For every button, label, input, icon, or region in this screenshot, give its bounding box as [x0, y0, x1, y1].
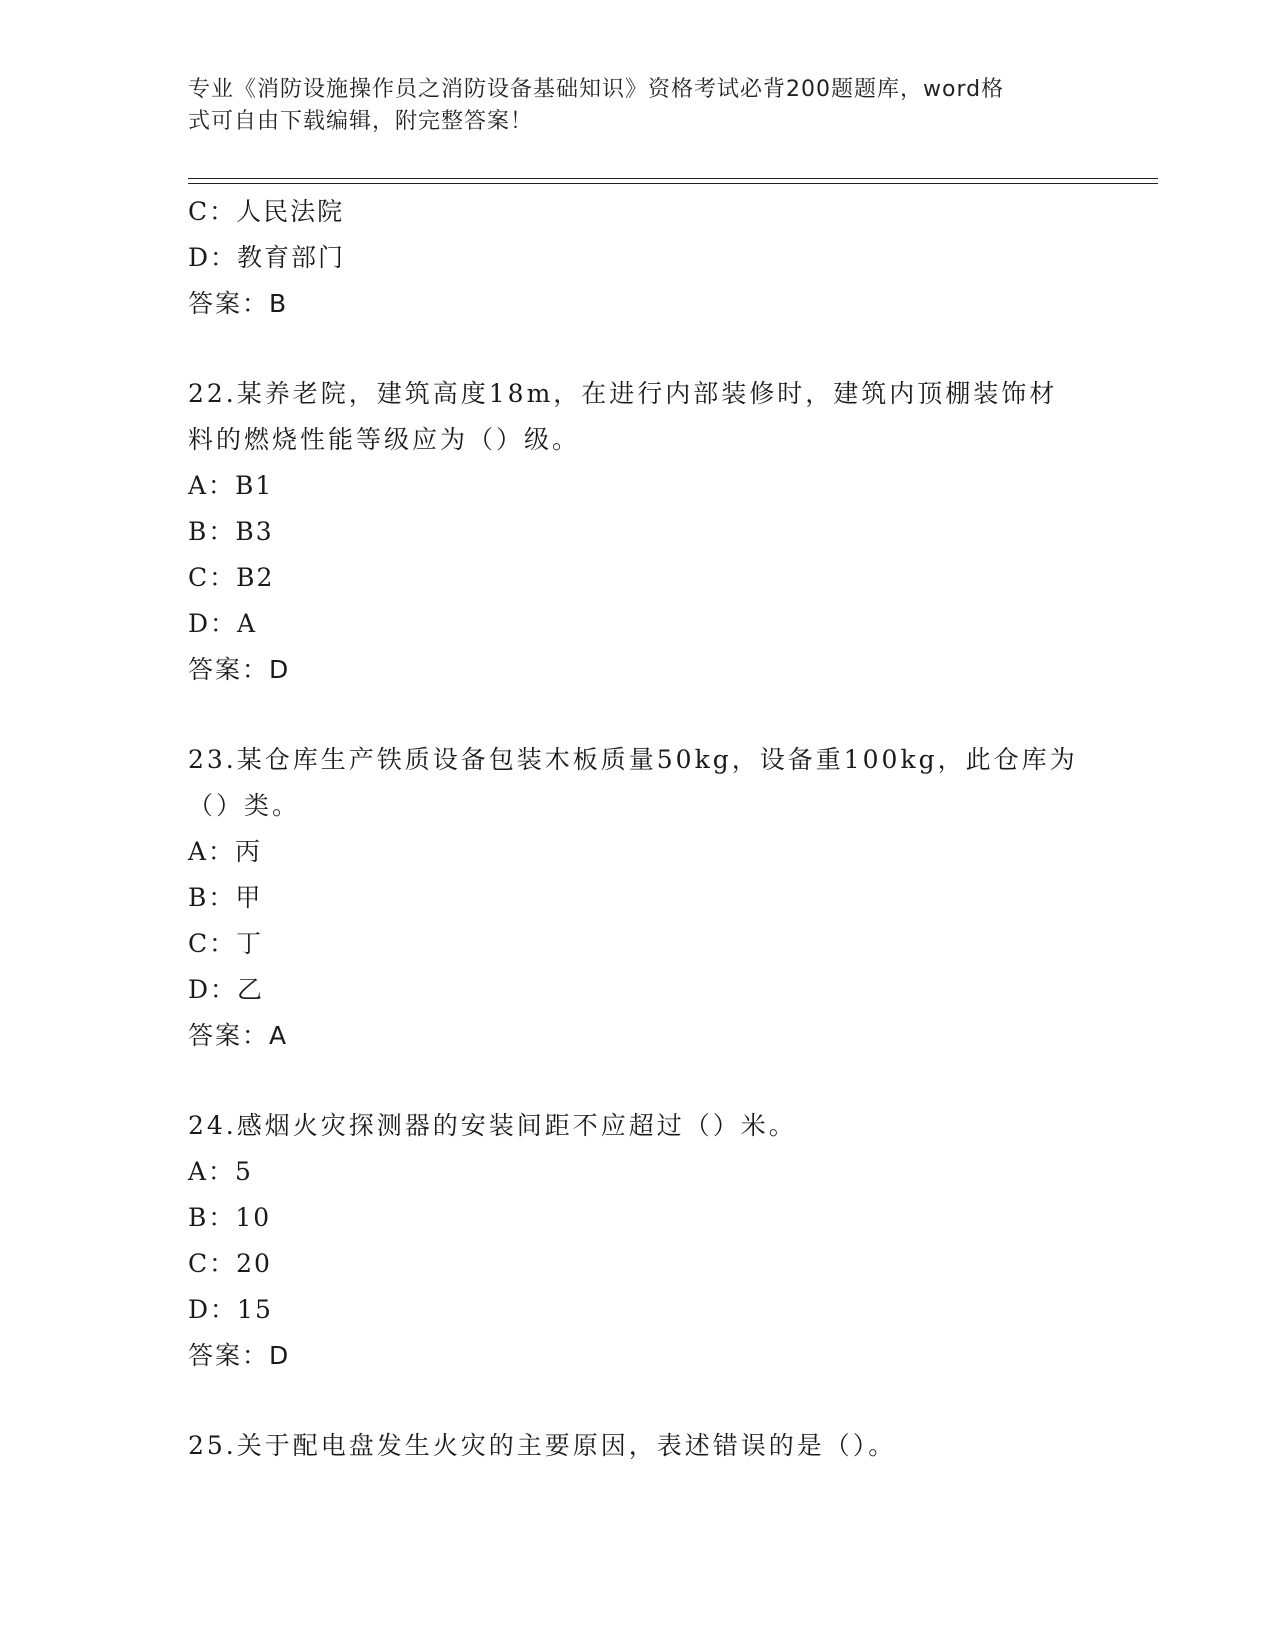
- question-stem-line1: 22.某养老院，建筑高度18m，在进行内部装修时，建筑内顶棚装饰材: [188, 379, 1058, 408]
- spacer: [188, 693, 1088, 737]
- header-title-line2: 式可自由下载编辑，附完整答案！: [188, 109, 534, 134]
- spacer: [188, 1059, 1088, 1103]
- option-b: B：B3: [188, 517, 274, 546]
- answer-line: 答案：A: [188, 1021, 289, 1050]
- option-a: A：丙: [188, 837, 263, 866]
- question-block-23: [188, 737, 1088, 1059]
- question-stem-line2: （）类。: [188, 791, 301, 820]
- option-a: A：5: [188, 1157, 253, 1186]
- header-divider-top: [188, 178, 1158, 179]
- question-block-22: [188, 371, 1088, 693]
- option-c: C：人民法院: [188, 197, 345, 226]
- option-d: D：A: [188, 609, 258, 638]
- question-stem-line1: 24.感烟火灾探测器的安装间距不应超过（）米。: [188, 1111, 797, 1140]
- option-d: D：教育部门: [188, 243, 346, 272]
- option-a: A：B1: [188, 471, 274, 500]
- header-divider-bottom: [188, 183, 1158, 184]
- question-stem-line1: 25.关于配电盘发生火灾的主要原因，表述错误的是（）。: [188, 1431, 897, 1460]
- option-b: B：甲: [188, 883, 263, 912]
- question-stem-line2: 料的燃烧性能等级应为（）级。: [188, 425, 581, 454]
- spacer: [188, 1379, 1088, 1423]
- option-d: D：15: [188, 1295, 273, 1324]
- question-stem-line1: 23.某仓库生产铁质设备包装木板质量50kg，设备重100kg，此仓库为: [188, 745, 1078, 774]
- option-c: C：丁: [188, 929, 264, 958]
- answer-line: 答案：D: [188, 1341, 291, 1370]
- question-block-25: [188, 1423, 1088, 1469]
- option-b: B：10: [188, 1203, 272, 1232]
- question-list: [188, 189, 1088, 1469]
- header-title-line1: 专业《消防设施操作员之消防设备基础知识》资格考试必背200题题库，word格: [188, 77, 1005, 102]
- document-header: [188, 74, 1068, 138]
- option-c: C：B2: [188, 563, 275, 592]
- answer-line: 答案：B: [188, 289, 289, 318]
- question-block-24: [188, 1103, 1088, 1379]
- answer-line: 答案：D: [188, 655, 291, 684]
- spacer: [188, 327, 1088, 371]
- option-c: C：20: [188, 1249, 272, 1278]
- question-block-prev: [188, 189, 1088, 327]
- option-d: D：乙: [188, 975, 265, 1004]
